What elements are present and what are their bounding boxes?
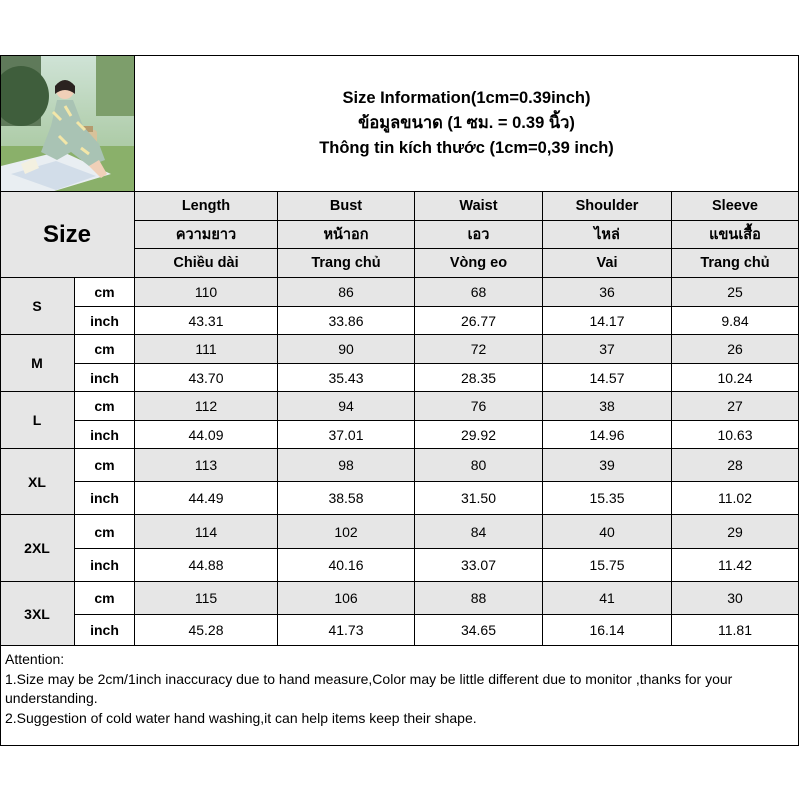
value-inch: 43.70 — [135, 364, 278, 392]
size-name: 3XL — [0, 582, 75, 646]
value-cm: 80 — [415, 449, 543, 482]
value-inch: 44.49 — [135, 482, 278, 515]
value-cm: 111 — [135, 335, 278, 364]
value-inch: 16.14 — [543, 615, 672, 646]
size-name: 2XL — [0, 515, 75, 582]
unit-cm-label: cm — [75, 392, 135, 421]
value-cm: 113 — [135, 449, 278, 482]
value-cm: 86 — [278, 278, 415, 307]
value-cm: 112 — [135, 392, 278, 421]
size-name: M — [0, 335, 75, 392]
unit-inch-label: inch — [75, 615, 135, 646]
value-cm: 72 — [415, 335, 543, 364]
value-cm: 25 — [672, 278, 799, 307]
attention-note-1: 1.Size may be 2cm/1inch inaccuracy due to hand measure,Color may be little different due to monitor ,thanks for your understanding. — [5, 670, 733, 706]
value-inch: 41.73 — [278, 615, 415, 646]
unit-inch-label: inch — [75, 549, 135, 582]
value-inch: 31.50 — [415, 482, 543, 515]
unit-inch-label: inch — [75, 482, 135, 515]
value-inch: 15.75 — [543, 549, 672, 582]
value-cm: 38 — [543, 392, 672, 421]
value-inch: 28.35 — [415, 364, 543, 392]
column-header-en: Shoulder — [543, 192, 672, 221]
value-inch: 43.31 — [135, 307, 278, 335]
value-cm: 39 — [543, 449, 672, 482]
value-cm: 28 — [672, 449, 799, 482]
value-cm: 36 — [543, 278, 672, 307]
unit-inch-label: inch — [75, 307, 135, 335]
column-header-en: Length — [135, 192, 278, 221]
value-inch: 11.42 — [672, 549, 799, 582]
value-cm: 106 — [278, 582, 415, 615]
unit-cm-label: cm — [75, 449, 135, 482]
value-cm: 88 — [415, 582, 543, 615]
value-cm: 110 — [135, 278, 278, 307]
column-header-th: หน้าอก — [278, 221, 415, 249]
value-cm: 90 — [278, 335, 415, 364]
value-cm: 41 — [543, 582, 672, 615]
value-cm: 27 — [672, 392, 799, 421]
size-info-title — [135, 55, 799, 192]
value-cm: 37 — [543, 335, 672, 364]
column-header-th: แขนเสื้อ — [672, 221, 799, 249]
value-cm: 26 — [672, 335, 799, 364]
size-name: XL — [0, 449, 75, 515]
value-cm: 84 — [415, 515, 543, 549]
unit-inch-label: inch — [75, 421, 135, 449]
size-name: L — [0, 392, 75, 449]
attention-note-2: 2.Suggestion of cold water hand washing,it can help items keep their shape. — [5, 709, 477, 726]
value-cm: 68 — [415, 278, 543, 307]
unit-cm-label: cm — [75, 582, 135, 615]
value-cm: 102 — [278, 515, 415, 549]
value-inch: 14.57 — [543, 364, 672, 392]
column-header-vi: Vòng eo — [415, 249, 543, 278]
value-inch: 35.43 — [278, 364, 415, 392]
value-inch: 37.01 — [278, 421, 415, 449]
value-inch: 38.58 — [278, 482, 415, 515]
value-inch: 40.16 — [278, 549, 415, 582]
column-header-th: ไหล่ — [543, 221, 672, 249]
value-inch: 33.86 — [278, 307, 415, 335]
value-cm: 40 — [543, 515, 672, 549]
title-thai: ข้อมูลขนาด (1 ซม. = 0.39 นิ้ว) — [358, 113, 575, 132]
attention-notes — [0, 646, 799, 746]
value-cm: 30 — [672, 582, 799, 615]
value-inch: 9.84 — [672, 307, 799, 335]
column-header-th: เอว — [415, 221, 543, 249]
value-cm: 94 — [278, 392, 415, 421]
value-inch: 10.24 — [672, 364, 799, 392]
value-cm: 115 — [135, 582, 278, 615]
title-vietnamese: Thông tin kích thước (1cm=0,39 inch) — [319, 138, 614, 157]
dress-model-photo-icon — [1, 56, 135, 192]
value-inch: 26.77 — [415, 307, 543, 335]
size-header: Size — [0, 192, 135, 278]
value-cm: 98 — [278, 449, 415, 482]
value-inch: 44.09 — [135, 421, 278, 449]
title-english: Size Information(1cm=0.39inch) — [342, 88, 591, 107]
unit-cm-label: cm — [75, 278, 135, 307]
value-cm: 29 — [672, 515, 799, 549]
column-header-vi: Chiều dài — [135, 249, 278, 278]
value-inch: 11.81 — [672, 615, 799, 646]
product-photo — [1, 56, 135, 192]
column-header-en: Sleeve — [672, 192, 799, 221]
value-cm: 76 — [415, 392, 543, 421]
value-inch: 33.07 — [415, 549, 543, 582]
value-inch: 34.65 — [415, 615, 543, 646]
value-inch: 10.63 — [672, 421, 799, 449]
column-header-vi: Trang chủ — [278, 249, 415, 278]
size-name: S — [0, 278, 75, 335]
column-header-vi: Vai — [543, 249, 672, 278]
value-inch: 11.02 — [672, 482, 799, 515]
attention-heading: Attention: — [5, 651, 65, 667]
value-inch: 14.17 — [543, 307, 672, 335]
unit-cm-label: cm — [75, 515, 135, 549]
value-cm: 114 — [135, 515, 278, 549]
column-header-en: Waist — [415, 192, 543, 221]
value-inch: 45.28 — [135, 615, 278, 646]
column-header-en: Bust — [278, 192, 415, 221]
value-inch: 44.88 — [135, 549, 278, 582]
value-inch: 15.35 — [543, 482, 672, 515]
unit-cm-label: cm — [75, 335, 135, 364]
value-inch: 14.96 — [543, 421, 672, 449]
column-header-vi: Trang chủ — [672, 249, 799, 278]
value-inch: 29.92 — [415, 421, 543, 449]
unit-inch-label: inch — [75, 364, 135, 392]
column-header-th: ความยาว — [135, 221, 278, 249]
